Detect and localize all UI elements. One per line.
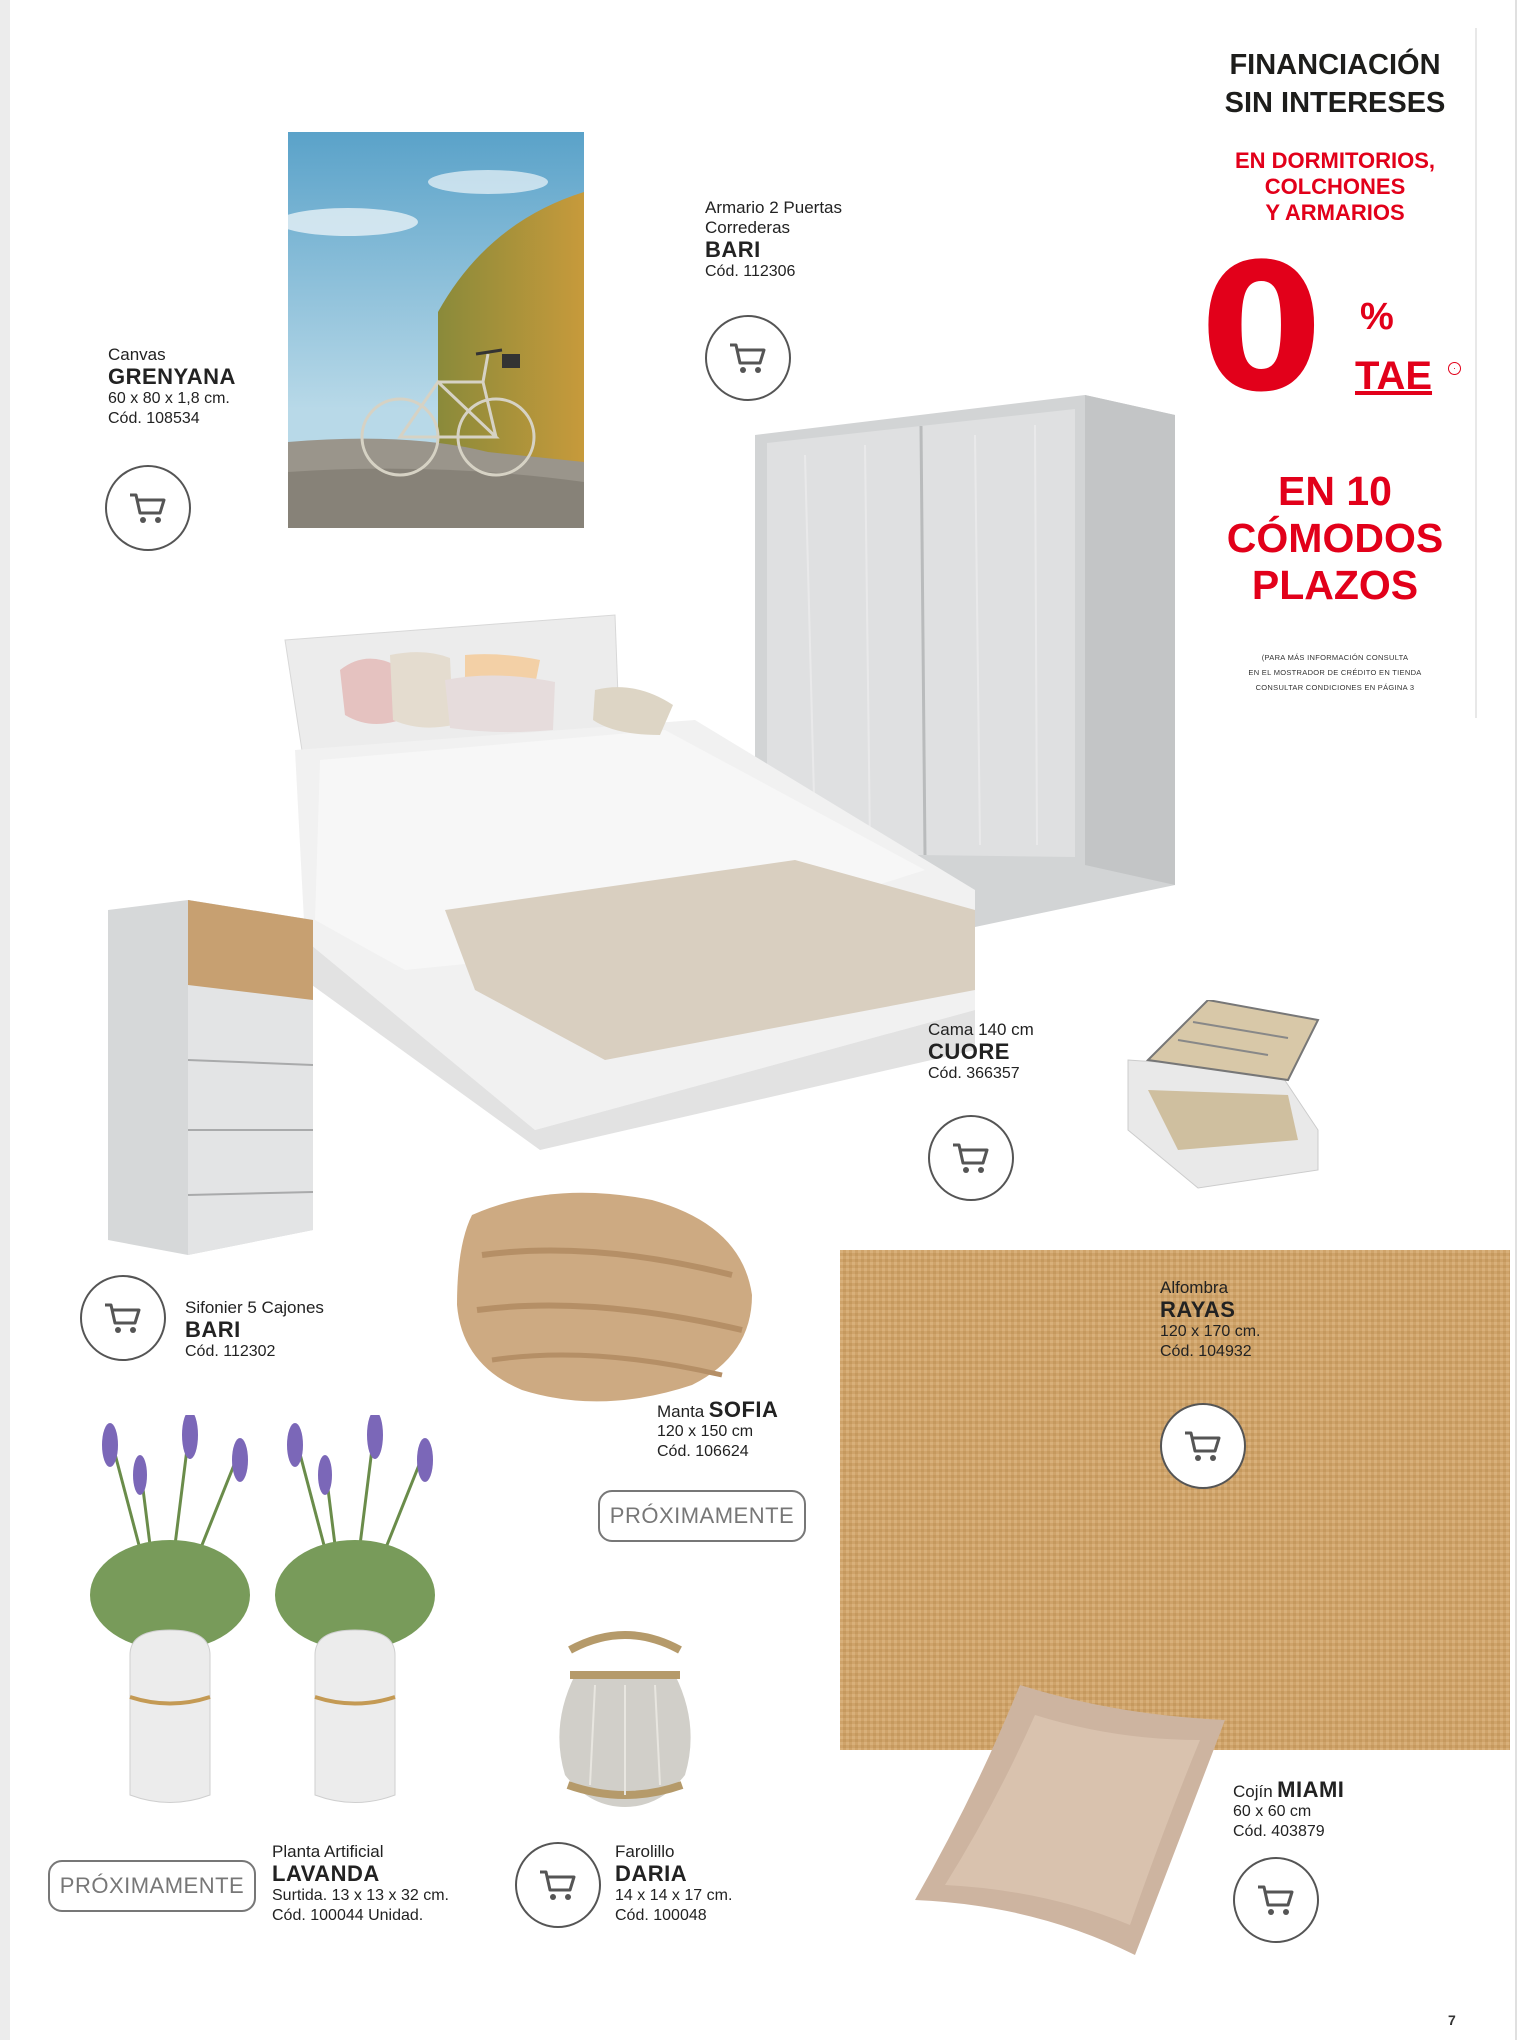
armario-bari-label: [705, 198, 842, 282]
product-spec: 120 x 170 cm.: [1160, 1323, 1261, 1340]
product-code: Cód. 100044 Unidad.: [272, 1907, 424, 1924]
product-name: RAYAS: [1160, 1297, 1236, 1322]
canvas-grenyana-label: [108, 345, 236, 429]
financing-promo: [1195, 28, 1475, 718]
sifonier-bari-image: [108, 900, 313, 1260]
promo-title-line1: FINANCIACIÓN: [1229, 49, 1441, 81]
cama-cuore-label: [928, 1020, 1034, 1084]
promo-tae: TAE: [1355, 354, 1433, 398]
planta-lavanda-label: [272, 1842, 449, 1926]
product-kind: Manta: [657, 1402, 705, 1421]
promo-plazos-line1: EN 10: [1278, 468, 1392, 514]
product-name: DARIA: [615, 1861, 688, 1886]
promo-title: [1195, 46, 1475, 122]
product-kind: Armario 2 Puertas: [705, 198, 842, 217]
planta-lavanda-image: [70, 1415, 460, 1810]
cama-cuore-storage-image: [1118, 1000, 1328, 1190]
alfombra-rayas-label: [1160, 1278, 1261, 1362]
product-spec: 60 x 60 cm: [1233, 1803, 1312, 1820]
promo-note-line2: EN EL MOSTRADOR DE CRÉDITO EN TIENDA: [1248, 668, 1422, 677]
cojin-miami-cart-button[interactable]: [1233, 1857, 1319, 1943]
cojin-miami-label: [1233, 1778, 1344, 1842]
product-kind: Canvas: [108, 345, 166, 364]
product-code: Cód. 112302: [185, 1343, 276, 1360]
product-code: Cód. 403879: [1233, 1823, 1325, 1840]
farolillo-daria-image: [540, 1625, 710, 1810]
promo-title-line2: SIN INTERESES: [1224, 87, 1446, 119]
promo-subtitle-line3: Y ARMARIOS: [1265, 200, 1405, 225]
product-kind: Cojín: [1233, 1782, 1273, 1801]
lavanda-left: [90, 1415, 250, 1803]
shopping-cart-icon: [538, 1868, 578, 1902]
page-edge-left: [0, 0, 10, 2040]
promo-plazos-line3: PLAZOS: [1251, 562, 1419, 608]
farolillo-daria-label: [615, 1842, 732, 1926]
canvas-grenyana-cart-button[interactable]: [105, 465, 191, 551]
promo-plazos-line2: CÓMODOS: [1226, 515, 1444, 561]
promo-subtitle: [1195, 148, 1475, 226]
product-code: Cód. 108534: [108, 410, 200, 427]
manta-sofia-coming-soon-badge: PRÓXIMAMENTE: [598, 1490, 806, 1542]
promo-rate: 0: [1200, 226, 1323, 431]
product-name: BARI: [185, 1317, 241, 1342]
sifonier-bari-label: [185, 1298, 324, 1362]
shopping-cart-icon: [728, 341, 768, 375]
cojin-miami-image: [915, 1685, 1230, 1960]
product-code: Cód. 112306: [705, 263, 796, 280]
product-spec: 120 x 150 cm: [657, 1423, 754, 1440]
shopping-cart-icon: [1256, 1883, 1296, 1917]
registered-mark-icon: ·: [1448, 362, 1461, 375]
promo-percent: %: [1360, 296, 1394, 338]
product-name: GRENYANA: [108, 364, 236, 389]
alfombra-rayas-cart-button[interactable]: [1160, 1403, 1246, 1489]
promo-note-line3: CONSULTAR CONDICIONES EN PÁGINA 3: [1255, 683, 1415, 692]
promo-plazos: [1195, 468, 1475, 609]
product-code: Cód. 100048: [615, 1907, 707, 1924]
planta-lavanda-coming-soon-badge: PRÓXIMAMENTE: [48, 1860, 256, 1912]
manta-sofia-label: [657, 1398, 778, 1462]
cama-cuore-cart-button[interactable]: [928, 1115, 1014, 1201]
product-kind: Alfombra: [1160, 1278, 1229, 1297]
shopping-cart-icon: [128, 491, 168, 525]
product-name: SOFIA: [708, 1397, 779, 1422]
product-code: Cód. 104932: [1160, 1343, 1252, 1360]
product-kind: Planta Artificial: [272, 1842, 384, 1861]
product-name: CUORE: [928, 1039, 1010, 1064]
shopping-cart-icon: [1183, 1429, 1223, 1463]
product-spec: 14 x 14 x 17 cm.: [615, 1887, 733, 1904]
product-code: Cód. 366357: [928, 1065, 1020, 1082]
promo-legal-note: [1213, 650, 1457, 695]
product-spec: 60 x 80 x 1,8 cm.: [108, 390, 230, 407]
lavanda-right: [275, 1415, 435, 1803]
promo-subtitle-line1: EN DORMITORIOS,: [1234, 148, 1436, 173]
manta-sofia-image: [452, 1185, 762, 1410]
armario-bari-cart-button[interactable]: [705, 315, 791, 401]
product-code: Cód. 106624: [657, 1443, 749, 1460]
shopping-cart-icon: [103, 1301, 143, 1335]
product-name: LAVANDA: [272, 1861, 380, 1886]
product-name: MIAMI: [1277, 1777, 1345, 1802]
cama-cuore-image: [275, 610, 985, 1150]
product-kind: Farolillo: [615, 1842, 675, 1861]
promo-note-line1: (PARA MÁS INFORMACIÓN CONSULTA: [1261, 653, 1409, 662]
product-name: BARI: [705, 237, 761, 262]
sifonier-bari-cart-button[interactable]: [80, 1275, 166, 1361]
product-kind: Cama 140 cm: [928, 1020, 1034, 1039]
product-kind-line2: Correderas: [705, 218, 791, 237]
product-kind: Sifonier 5 Cajones: [185, 1298, 324, 1317]
promo-subtitle-line2: COLCHONES: [1264, 174, 1406, 199]
page-number: 7: [1448, 2012, 1456, 2028]
farolillo-daria-cart-button[interactable]: [515, 1842, 601, 1928]
product-spec: Surtida. 13 x 13 x 32 cm.: [272, 1887, 449, 1904]
canvas-grenyana-image: [288, 132, 584, 528]
shopping-cart-icon: [951, 1141, 991, 1175]
